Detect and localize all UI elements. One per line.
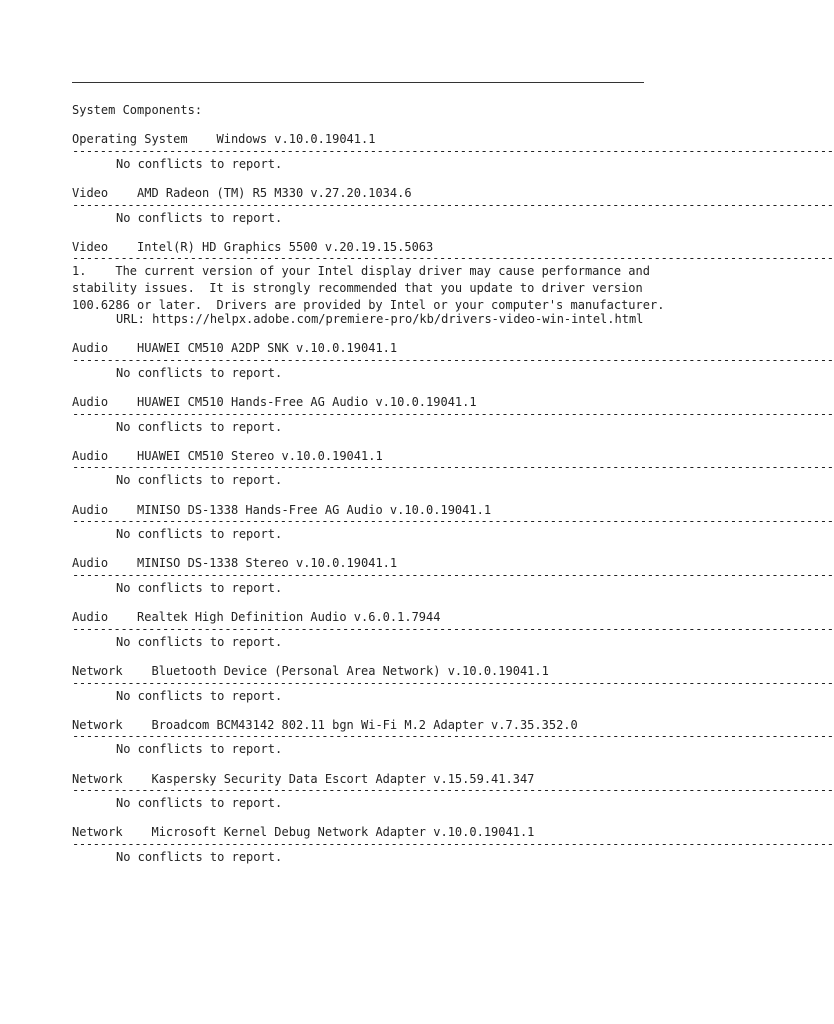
component-category: Audio (72, 556, 109, 571)
dashed-separator: -------------------------------------------------------------------------------------------------------------- (72, 675, 834, 690)
conflict-message: No conflicts to report. (116, 581, 283, 596)
dashed-separator: -------------------------------------------------------------------------------------------------------------- (72, 197, 834, 212)
component-category: Audio (72, 395, 109, 410)
driver-warning-line: stability issues. It is strongly recommended that you update to driver version (72, 280, 643, 295)
component-entry (72, 717, 834, 757)
component-entry (72, 395, 834, 434)
conflict-message: No conflicts to report. (116, 365, 283, 380)
dashed-separator: -------------------------------------------------------------------------------------------------------------- (72, 460, 834, 475)
component-device: HUAWEI CM510 Stereo v.10.0.19041.1 (137, 448, 383, 463)
dashed-separator: -------------------------------------------------------------------------------------------------------------- (72, 406, 834, 421)
driver-warning-line: 1. The current version of your Intel display driver may cause performance and (72, 264, 650, 279)
report-page (72, 74, 834, 865)
dashed-separator: -------------------------------------------------------------------------------------------------------------- (72, 729, 834, 744)
dashed-separator: -------------------------------------------------------------------------------------------------------------- (72, 352, 834, 367)
component-device: MINISO DS-1338 Hands-Free AG Audio v.10.0.19041.1 (137, 502, 492, 517)
component-category: Audio (72, 341, 109, 356)
top-rule (72, 82, 644, 83)
component-entry (72, 771, 834, 811)
component-entry (72, 664, 834, 703)
component-entry (72, 341, 834, 380)
conflict-message: No conflicts to report. (116, 688, 283, 703)
dashed-separator: -------------------------------------------------------------------------------------------------------------- (72, 621, 834, 636)
component-device: Bluetooth Device (Personal Area Network) v.10.0.19041.1 (151, 664, 549, 678)
conflict-message: No conflicts to report. (116, 634, 283, 649)
component-category: Video (72, 185, 109, 200)
component-list (72, 132, 834, 864)
component-category: Audio (72, 610, 109, 625)
dashed-separator: -------------------------------------------------------------------------------------------------------------- (72, 514, 834, 529)
component-category: Audio (72, 502, 109, 517)
conflict-message: No conflicts to report. (116, 473, 283, 488)
conflict-message: No conflicts to report. (116, 742, 283, 757)
component-device: Intel(R) HD Graphics 5500 v.20.19.15.5063 (137, 239, 434, 254)
component-entry (72, 610, 834, 649)
component-device: Windows v.10.0.19041.1 (216, 132, 376, 147)
component-device: HUAWEI CM510 Hands-Free AG Audio v.10.0.19041.1 (137, 395, 477, 410)
component-device: Broadcom BCM43142 802.11 bgn Wi-Fi M.2 Adapter v.7.35.352.0 (151, 717, 578, 732)
component-entry (72, 825, 834, 864)
component-category: Video (72, 239, 109, 254)
dashed-separator: -------------------------------------------------------------------------------------------------------------- (72, 783, 834, 798)
component-device: Kaspersky Security Data Escort Adapter v.15.59.41.347 (151, 771, 535, 786)
component-category: Network (72, 771, 123, 786)
conflict-message: No conflicts to report. (116, 849, 283, 864)
component-entry (72, 502, 834, 542)
component-device: AMD Radeon (TM) R5 M330 v.27.20.1034.6 (137, 185, 412, 200)
section-heading: System Components: (72, 103, 203, 117)
component-device: HUAWEI CM510 A2DP SNK v.10.0.19041.1 (137, 341, 398, 356)
component-entry (72, 448, 834, 488)
component-device: Realtek High Definition Audio v.6.0.1.7944 (137, 610, 441, 625)
driver-warning-url: URL: https://helpx.adobe.com/premiere-pro/kb/drivers-video-win-intel.html (116, 312, 644, 327)
driver-warning-line: 100.6286 or later. Drivers are provided by Intel or your computer's manufacturer. (72, 297, 665, 312)
conflict-message: No conflicts to report. (116, 156, 283, 171)
dashed-separator: -------------------------------------------------------------------------------------------------------------- (72, 143, 834, 158)
dashed-separator: -------------------------------------------------------------------------------------------------------------- (72, 836, 834, 851)
conflict-message: No conflicts to report. (116, 419, 283, 434)
component-category: Network (72, 717, 123, 732)
component-entry (72, 132, 834, 171)
conflict-message: No conflicts to report. (116, 527, 283, 542)
component-category: Audio (72, 448, 109, 463)
conflict-message: No conflicts to report. (116, 796, 283, 811)
component-device: MINISO DS-1338 Stereo v.10.0.19041.1 (137, 556, 398, 571)
dashed-separator: -------------------------------------------------------------------------------------------------------------- (72, 251, 834, 266)
component-entry (72, 556, 834, 596)
conflict-message: No conflicts to report. (116, 210, 283, 225)
component-category: Network (72, 664, 123, 678)
component-device: Microsoft Kernel Debug Network Adapter v.10.0.19041.1 (151, 825, 535, 840)
dashed-separator: -------------------------------------------------------------------------------------------------------------- (72, 568, 834, 583)
component-category: Operating System (72, 132, 188, 147)
component-entry (72, 185, 834, 225)
component-entry (72, 239, 834, 327)
component-category: Network (72, 825, 123, 840)
